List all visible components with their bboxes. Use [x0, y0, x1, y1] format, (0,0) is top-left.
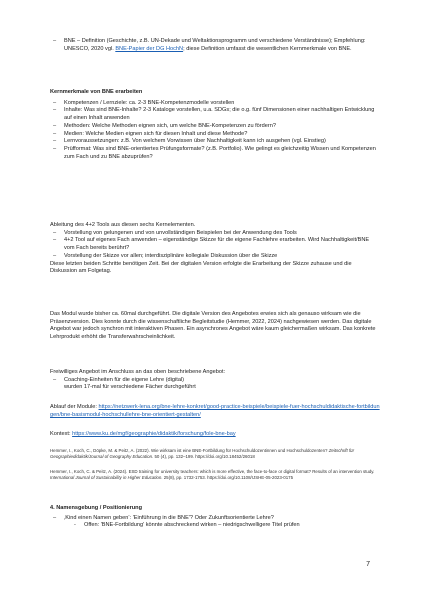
ableitung-section: [50, 222, 380, 276]
list-item: [50, 230, 380, 238]
kontext-line: [50, 431, 380, 439]
page-number: 7: [366, 561, 370, 568]
definition-block: [50, 38, 380, 53]
reference-text: Hemmer, I., Koch, C. & Peitz, A. (2024). ESD training for university teachers: which is more effective, the face-to-face or digital format? Results of an intervention study.: [50, 469, 375, 474]
dash-marker: –: [53, 122, 57, 129]
list-item-text: wurden 17-mal für verschiedene Fächer durchgeführt: [64, 384, 196, 391]
reference-tail: . 25(8), pp. 1732-1753. https://doi.org/10.1108/IJSHE-05-2023-0175: [161, 475, 294, 480]
ablauf-line: [50, 404, 380, 419]
reference-text: Hemmer, I., Koch, C., Döpke, M. & Peitz, A. (2022). Wie wirksam ist eine BNE-Fortbildung für Hochschuldozentinnen und Hochschuldozenten?: [50, 448, 329, 453]
dash-marker: –: [53, 38, 57, 44]
dash-marker: –: [53, 138, 57, 145]
ablauf-link[interactable]: https://netzwerk-lena.org/bne-lehre-konkret/good-practice-beispiele/beispiele-fuer-hochschuldidaktische-fortbildungen/bne-basismodul-hochschullehre-bne-orientiert-gestalten/: [50, 404, 380, 418]
list-item: [50, 138, 380, 146]
paragraph: Diese letzten beiden Schritte benötigen Zeit. Bei der digitalen Version erfolgte die Erarbeitung der Skizze zuhause und die Diskussion am Folgetag.: [50, 260, 352, 275]
section-heading: Kernmerkmale von BNE erarbeiten: [50, 89, 143, 95]
reference-journal: International Journal of Sustainability in Higher Education: [50, 475, 162, 480]
dash-marker: –: [53, 99, 57, 106]
dash-marker: -: [74, 522, 76, 529]
list-item-text: Vorstellung der Skizze vor allen; interdisziplinäre kollegiale Diskussion über die Skizze: [64, 252, 278, 259]
list-item-text: ‚Kind einen Namen geben‘: 'Einführung in die BNE'? Oder Zukunftsorientierte Lehre?: [64, 514, 274, 521]
list-item-text: Prüfformat: Was sind BNE-orientiertes Prüfungsformate? (z.B. Portfolio). Wie gelingt es gleichzeitig Wissen und Kompetenzen zum Fach und zu BNE abzuprüfen?: [64, 145, 376, 160]
list-item-text: Vorstellung von gelungenen und von unvollständigen Beispielen bei der Anwendung des Tools: [64, 229, 297, 236]
kontext-label: Kontext:: [50, 431, 73, 437]
reference-journal: Zeitschrift für Geographiedidaktik/Journal of Geography Education: [50, 448, 355, 459]
dash-marker: –: [53, 130, 57, 137]
list-item-text: Offen: 'BNE-Fortbildung' könnte abschreckend wirken – niedrigschwelligere Titel prüfen: [84, 522, 300, 529]
section-4: [50, 505, 380, 530]
list-item: [50, 377, 380, 385]
dash-marker: –: [53, 376, 57, 383]
list-item: [50, 237, 380, 252]
sub-list-item: [50, 522, 380, 530]
reference-tail: . 50 (4), pp. 132–199. https://doi.org/10.18452/26018: [152, 454, 255, 459]
freiwillig-section: [50, 369, 380, 392]
dash-marker: –: [53, 229, 57, 236]
list-item: [50, 100, 380, 108]
list-item: [50, 107, 380, 122]
list-item-text: BNE – Definition (Geschichte, z.B. UN-Dekade und Weltaktionsprogramm und verschiedene Verständnisse); Empfehlung: UNESCO, 2020 vgl.: [64, 38, 366, 52]
reference-2: [50, 469, 380, 481]
list-item: [50, 123, 380, 131]
modul-paragraph: [50, 311, 380, 342]
list-item: [50, 146, 380, 161]
paragraph: Das Modul wurde bisher ca. 60mal durchgeführt. Die digitale Version des Angebotes erwies sich als genauso wirksam wie die Präsenzversion. Dies konnte durch die wissenschaftliche Begleitstudie (Hemmer, 2022, 2024) nachgewiesen werden. Das digitale Angebot war jedoch synchron mit interaktiven Phasen. Ein asynchrones Angebot wäre kaum gleichermaßen wirksam. Das konkrete Lehrprodukt erhöht die Transferwahrscheinlichkeit.: [50, 311, 376, 341]
dash-marker: –: [53, 252, 57, 259]
dash-marker: –: [53, 145, 57, 152]
list-item-text: Lernvoraussetzungen: z.B. Von welchem Vorwissen über Nachhaltigkeit kann ich ausgehen (vgl. Einstieg): [64, 138, 326, 145]
ablauf-label: Ablauf der Module:: [50, 404, 99, 410]
list-item: [50, 38, 380, 53]
kernmerkmale-section: [50, 89, 380, 161]
bne-paper-link[interactable]: BNE-Papier der DG HochN: [115, 45, 184, 52]
section-heading: 4. Namensgebung / Positionierung: [50, 505, 142, 511]
list-item-text: 4+2 Tool auf eigenes Fach anwenden – eigenständige Skizze für die eigene Fachlehre erarbeiten. Wird Nachhaltigkeit/BNE vom Fach bereits berührt?: [64, 237, 370, 252]
list-item-text: Medien: Welche Medien eignen sich für diesen Inhalt und diese Methode?: [64, 130, 248, 137]
list-item-text: Methoden: Welche Methoden eignen sich, um welche BNE-Kompetenzen zu fördern?: [64, 122, 276, 129]
list-item-text-tail: ; diese Definition umfasst die wesentlichen Kernmerkmale von BNE.: [183, 45, 352, 52]
list-item-text: Inhalte: Was sind BNE-Inhalte? 2-3 Kataloge vorstellen, u.a. SDGs; die o.g. fünf Dimensionen einer nachhaltigen Entwicklung auf einen Inhalt anwenden: [64, 107, 375, 122]
kontext-link[interactable]: https://www.ku.de/mgf/geographie/didaktik/forschung/fole-bne-bay: [72, 431, 236, 437]
reference-1: [50, 448, 380, 460]
list-item-text: Coaching-Einheiten für die eigene Lehre (digital): [64, 376, 185, 383]
list-item: [50, 131, 380, 139]
paragraph: Ableitung des 4+2 Tools aus diesen sechs Kernelementen.: [50, 222, 196, 228]
list-item-text: Kompetenzen / Lernziele: ca. 2-3 BNE-Kompetenzmodelle vorstellen: [64, 99, 235, 106]
list-item: [50, 253, 380, 261]
list-item: [50, 515, 380, 523]
dash-marker: –: [53, 107, 57, 114]
dash-marker: –: [53, 514, 57, 521]
paragraph: Freiwilliges Angebot im Anschluss an das oben beschriebene Angebot:: [50, 369, 226, 375]
dash-marker: –: [53, 237, 57, 244]
